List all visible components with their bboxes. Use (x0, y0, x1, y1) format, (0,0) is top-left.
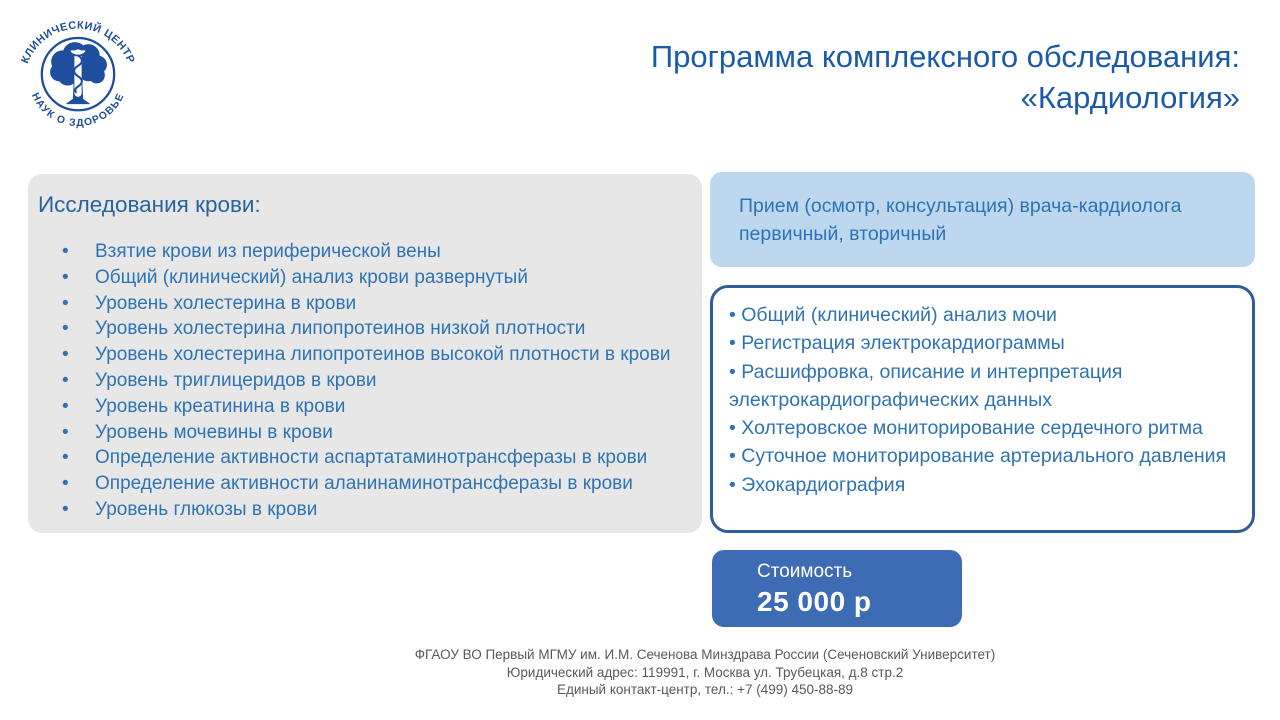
blood-panel-heading: Исследования крови: (38, 192, 261, 217)
price-value: 25 000 р (757, 586, 872, 617)
procedures-list (729, 301, 1234, 499)
price-label: Стоимость (757, 561, 853, 582)
footer-phone: Единый контакт-центр, тел.: +7 (499) 450-88-89 (556, 682, 854, 697)
blood-tests-list (38, 239, 688, 523)
list-item: • Эхокардиография (729, 471, 1234, 499)
list-item: • Уровень холестерина липопротеинов низкой плотности (38, 316, 688, 342)
list-item: • Суточное мониторирование артериального давления (729, 442, 1234, 470)
list-item: • Регистрация электрокардиограммы (729, 329, 1234, 357)
list-item: • Уровень мочевины в крови (38, 420, 688, 446)
list-item: • Холтеровское мониторирование сердечного ритма (729, 414, 1234, 442)
title-line-1: Программа комплексного обследования: (650, 39, 1240, 74)
list-item: • Общий (клинический) анализ мочи (729, 301, 1234, 329)
list-item: • Определение активности аспартатаминотрансферазы в крови (38, 445, 688, 471)
list-item: • Определение активности аланинаминотрансферазы в крови (38, 471, 688, 497)
list-item: • Уровень глюкозы в крови (38, 497, 688, 523)
footer (350, 646, 1060, 699)
procedures-panel (710, 285, 1255, 533)
list-item: • Уровень холестерина в крови (38, 291, 688, 317)
footer-address: Юридический адрес: 119991, г. Москва ул. Трубецкая, д.8 стр.2 (506, 664, 904, 680)
list-item: • Уровень триглицеридов в крови (38, 368, 688, 394)
price-box (712, 550, 962, 627)
list-item: • Уровень креатинина в крови (38, 394, 688, 420)
footer-org-name: ФГАОУ ВО Первый МГМУ им. И.М. Сеченова Минздрава России (Сеченовский Университет) (414, 647, 996, 662)
title-line-2: «Кардиология» (1020, 80, 1240, 115)
list-item: • Взятие крови из периферической вены (38, 239, 688, 265)
consultation-text: Прием (осмотр, консультация) врача-кардиолога первичный, вторичный (739, 195, 1182, 245)
logo-bottom-text: НАУК О ЗДОРОВЬЕ (29, 91, 127, 130)
consultation-panel (710, 172, 1255, 267)
clinic-logo (16, 8, 140, 132)
slide-title (460, 36, 1240, 118)
blood-tests-panel (28, 174, 702, 533)
list-item: • Общий (клинический) анализ крови развернутый (38, 265, 688, 291)
logo-top-text: КЛИНИЧЕСКИЙ ЦЕНТР (19, 19, 137, 66)
list-item: • Уровень холестерина липопротеинов высокой плотности в крови (38, 342, 688, 368)
list-item: • Расшифровка, описание и интерпретация электрокардиографических данных (729, 358, 1234, 415)
